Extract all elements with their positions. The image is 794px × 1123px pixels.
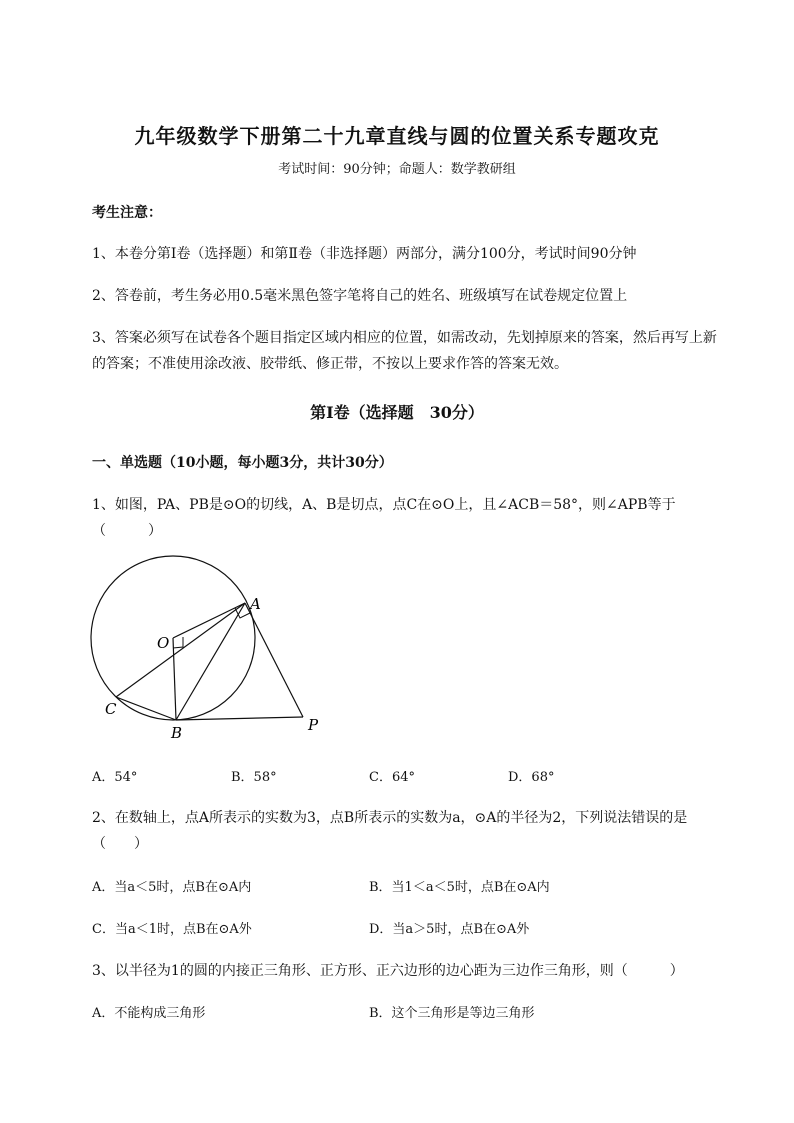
notice-item-3: 3、答案必须写在试卷各个题目指定区域内相应的位置，如需改动，先划掉原来的答案，然后再写上新 <box>92 330 717 346</box>
question-3-text: 3、以半径为1的圆的内接正三角形、正方形、正六边形的边心距为三边作三角形，则（ ） <box>92 963 684 979</box>
question-2-option-c[interactable]: C．当a＜1时，点B在⊙A外 <box>92 922 252 937</box>
question-1-text: 1、如图，PA、PB是⊙O的切线，A、B是切点，点C在⊙O上，且∠ACB＝58°，则∠APB等于 <box>92 497 676 513</box>
question-2-text: 2、在数轴上，点A所表示的实数为3，点B所表示的实数为a，⊙A的半径为2，下列说法错误的是 <box>92 810 688 826</box>
page-title: 九年级数学下册第二十九章直线与圆的位置关系专题攻克 <box>134 124 660 148</box>
label-c: C <box>105 700 117 718</box>
tangent-pa <box>245 603 303 717</box>
segment-ba <box>176 603 245 720</box>
notice-item-1: 1、本卷分第I卷（选择题）和第Ⅱ卷（非选择题）两部分，满分100分，考试时间90分钟 <box>92 246 637 262</box>
label-p: P <box>308 716 319 734</box>
segment-ca <box>116 603 245 697</box>
part-heading: 一、单选题（10小题，每小题3分，共计30分） <box>92 455 393 471</box>
question-1-option-a[interactable]: A．54° <box>92 770 138 785</box>
question-1-option-d[interactable]: D．68° <box>508 770 555 785</box>
question-2-blank: （ ） <box>92 836 148 852</box>
label-b: B <box>171 724 183 742</box>
notice-item-3-cont: 的答案；不准使用涂改液、胶带纸、修正带，不按以上要求作答的答案无效。 <box>92 356 568 372</box>
exam-subtitle: 考试时间：90分钟；命题人：数学教研组 <box>278 162 516 177</box>
question-1-blank: （ ） <box>92 523 162 539</box>
label-a: A <box>250 595 261 613</box>
question-3-option-b[interactable]: B．这个三角形是等边三角形 <box>369 1006 535 1021</box>
segment-ob <box>173 638 176 720</box>
question-1-figure <box>85 550 345 750</box>
question-1-option-c[interactable]: C．64° <box>369 770 415 785</box>
right-angle-mark-o <box>173 637 183 648</box>
notice-item-2: 2、答卷前，考生务必用0.5毫米黑色签字笔将自己的姓名、班级填写在试卷规定位置上 <box>92 288 628 304</box>
question-1-option-b[interactable]: B．58° <box>231 770 277 785</box>
section-title: 第I卷（选择题 30分） <box>310 403 484 422</box>
notice-heading: 考生注意： <box>92 205 162 221</box>
question-2-option-b[interactable]: B．当1＜a＜5时，点B在⊙A内 <box>369 880 550 895</box>
question-2-option-d[interactable]: D．当a＞5时，点B在⊙A外 <box>369 922 530 937</box>
question-3-option-a[interactable]: A．不能构成三角形 <box>92 1006 206 1021</box>
label-o: O <box>157 634 170 652</box>
segment-cb <box>116 697 176 720</box>
question-2-option-a[interactable]: A．当a＜5时，点B在⊙A内 <box>92 880 252 895</box>
